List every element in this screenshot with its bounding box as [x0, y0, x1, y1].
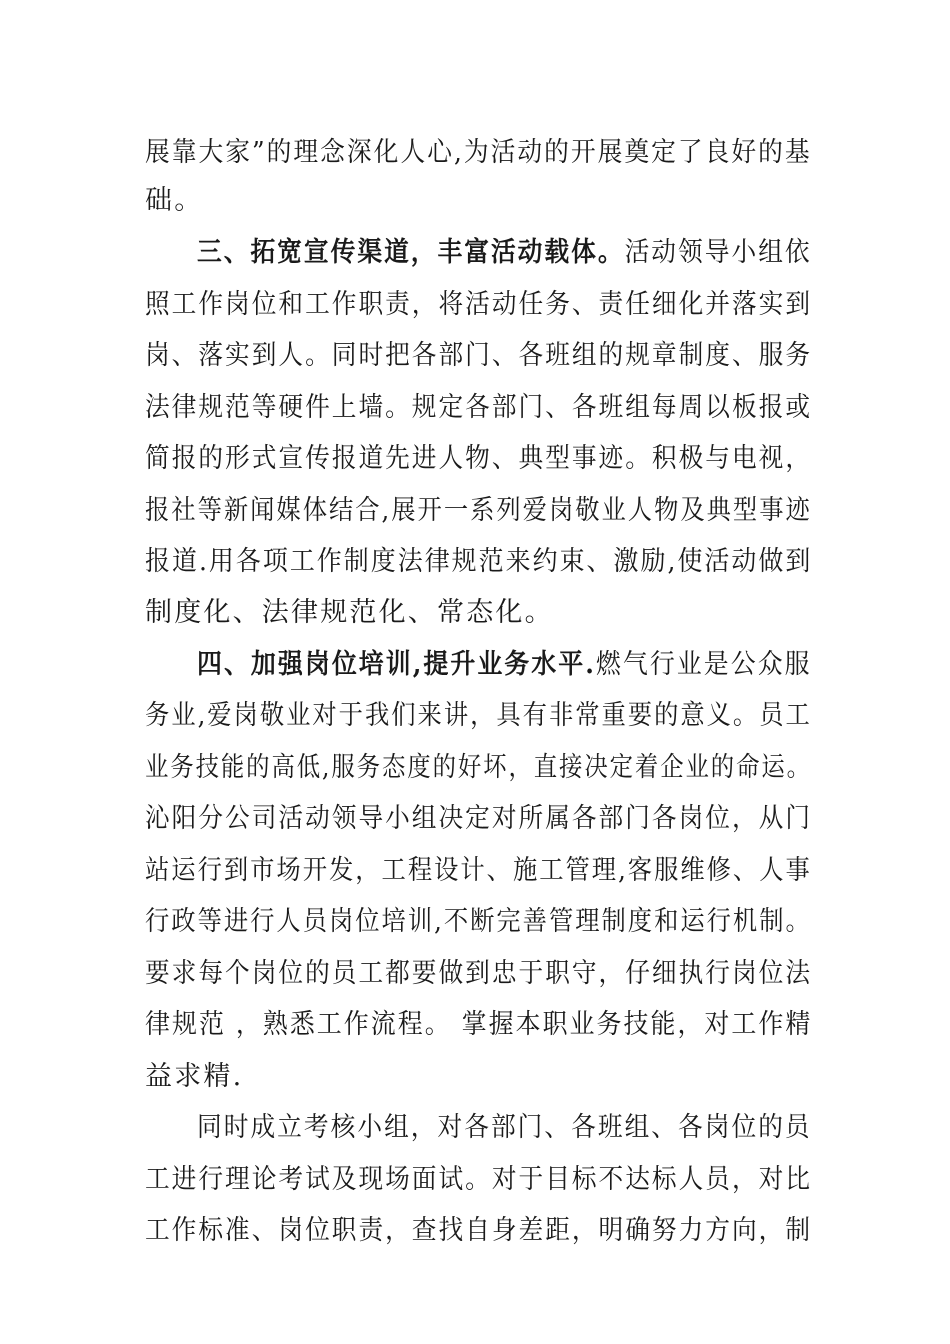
paragraph-line: 益求精.	[145, 1061, 244, 1092]
paragraph-line: 报社等新闻媒体结合,展开一系列爱岗敬业人物及典型事迹	[145, 495, 812, 526]
paragraph-line: 法律规范等硬件上墙。规定各部门、各班组每周以板报或	[145, 392, 813, 423]
section-3-first-line	[197, 236, 812, 270]
paragraph-line: 业务技能的高低,服务态度的好坏，直接决定着企业的命运。	[145, 752, 812, 783]
paragraph-line: 报道.用各项工作制度法律规范来约束、激励,使活动做到	[145, 546, 813, 577]
paragraph-text: 燃气行业是公众服	[595, 649, 812, 680]
paragraph-line: 站运行到市场开发，工程设计、施工管理,客服维修、人事	[145, 855, 812, 886]
section-4-first-line	[197, 648, 812, 682]
paragraph-text: 活动领导小组依	[624, 237, 812, 268]
paragraph-line: 简报的形式宣传报道先进人物、典型事迹。积极与电视，	[145, 443, 813, 474]
paragraph-line: 岗、落实到人。同时把各部门、各班组的规章制度、服务	[145, 340, 813, 371]
paragraph-line: 照工作岗位和工作职责，将活动任务、责任细化并落实到	[145, 289, 813, 320]
paragraph-line: 要求每个岗位的员工都要做到忠于职守，仔细执行岗位法	[145, 958, 813, 989]
paragraph-line: 工进行理论考试及现场面试。对于目标不达标人员，对比	[145, 1164, 813, 1195]
paragraph-line: 律规范 ，熟悉工作流程。 掌握本职业务技能，对工作精	[145, 1009, 813, 1040]
paragraph-line: 沁阳分公司活动领导小组决定对所属各部门各岗位，从门	[145, 803, 813, 834]
section-heading-4: 四、加强岗位培训,提升业务水平.	[197, 649, 596, 680]
paragraph-line: 务业,爱岗敬业对于我们来讲，具有非常重要的意义。员工	[145, 700, 812, 731]
section-heading-3: 三、拓宽宣传渠道，丰富活动载体。	[197, 237, 625, 268]
paragraph-line: 础。	[145, 185, 204, 216]
paragraph-line: 展靠大家”的理念深化人心,为活动的开展奠定了良好的基	[145, 137, 812, 168]
paragraph-line: 同时成立考核小组，对各部门、各班组、各岗位的员	[197, 1112, 812, 1143]
paragraph-line: 行政等进行人员岗位培训,不断完善管理制度和运行机制。	[145, 906, 812, 937]
paragraph-line: 制度化、法律规范化、常态化。	[145, 597, 554, 628]
paragraph-line: 工作标准、岗位职责，查找自身差距，明确努力方向，制	[145, 1215, 813, 1246]
